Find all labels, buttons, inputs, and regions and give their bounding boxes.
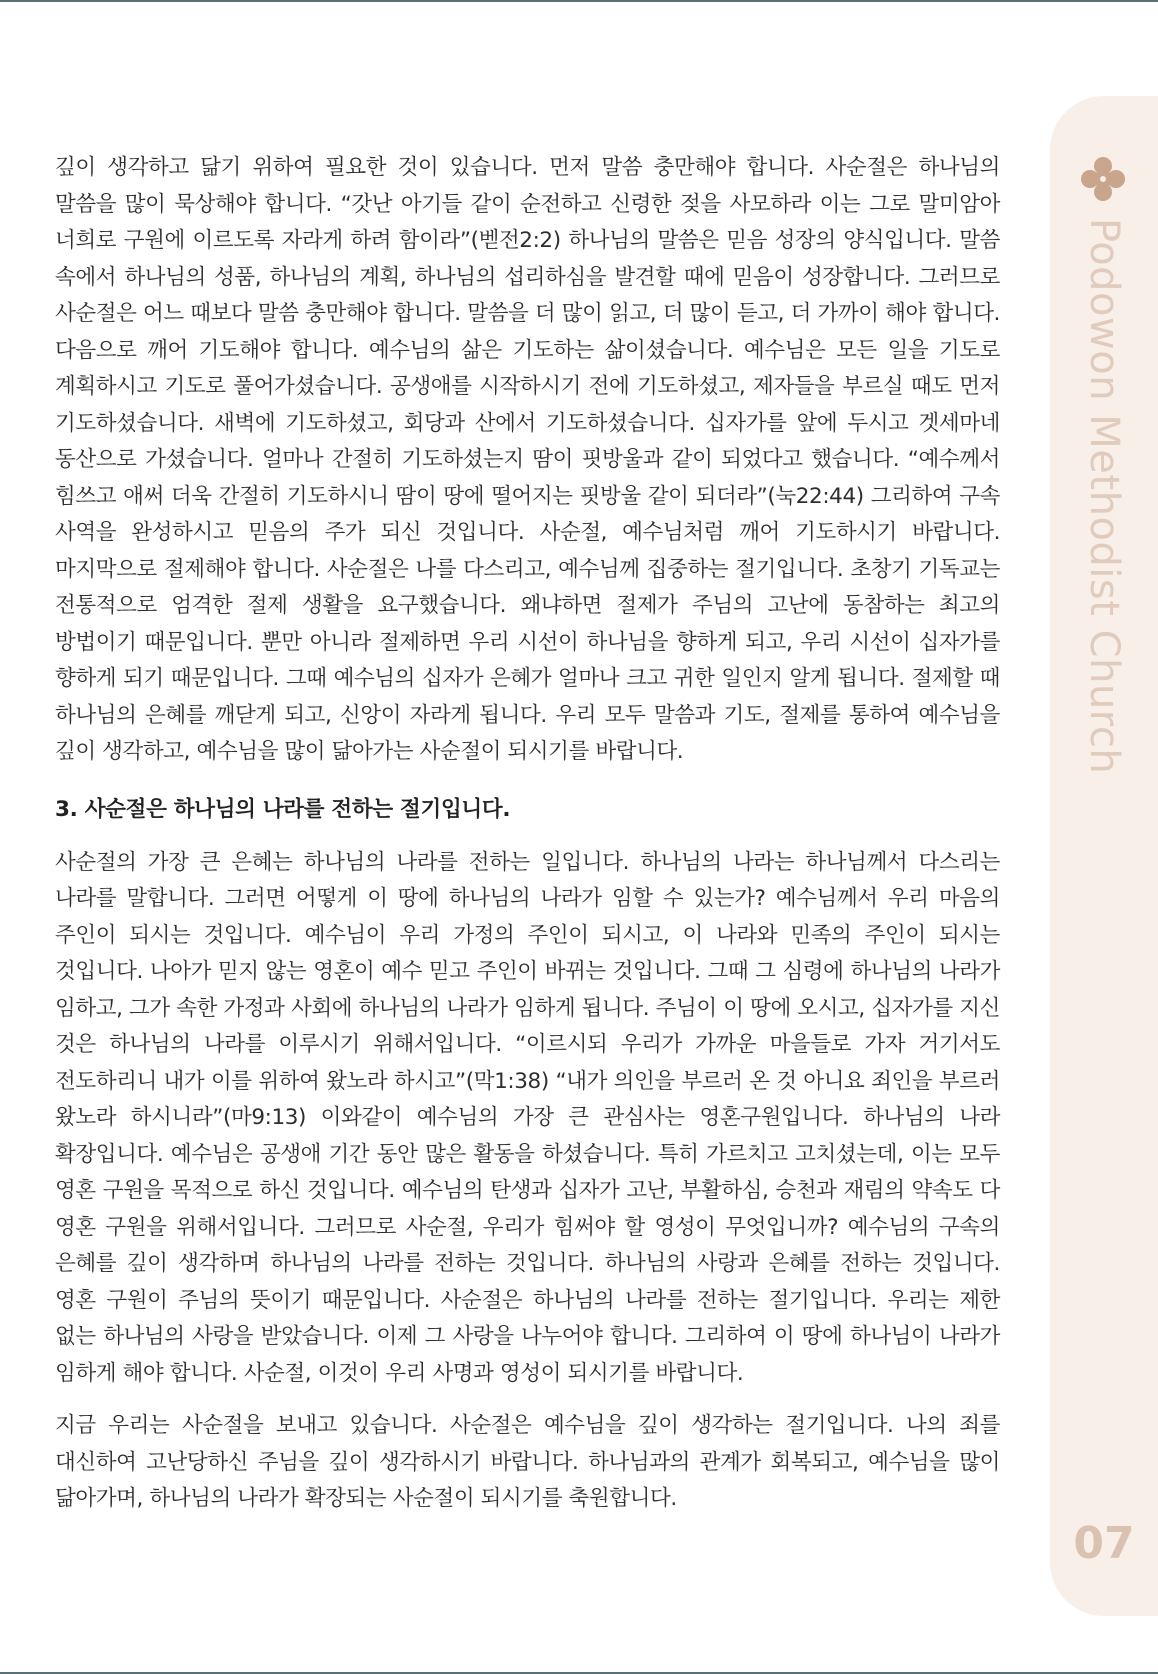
sidebar-tab	[1050, 96, 1158, 1616]
article-paragraph-3: 지금 우리는 사순절을 보내고 있습니다. 사순절은 예수님을 깊이 생각하는 절기입니다. 나의 죄를 대신하여 고난당하신 주님을 깊이 생각하시기 바랍니다. 하나님과의 관계가 회복되고, 예수님을 많이 닮아가며, 하나님의 나라가 확장되는 사순절이 되시기를 축원합니다.	[55, 1413, 1000, 1511]
article-body	[55, 150, 1000, 1518]
section-heading-3: 3. 사순절은 하나님의 나라를 전하는 절기입니다.	[55, 796, 511, 822]
top-border-line	[0, 0, 1158, 2]
cross-icon	[1078, 154, 1128, 204]
article-paragraph-2: 사순절의 가장 큰 은혜는 하나님의 나라를 전하는 일입니다. 하나님의 나라는 하나님께서 다스리는 나라를 말합니다. 그러면 어떻게 이 땅에 하나님의 나라가 임할 수 있는가? 예수님께서 우리 마음의 주인이 되시는 것입니다. 예수님이 우리 가정의 주인이 되시고, 이 나라와 민족의 주인이 되시는 것입니다. 나아가 믿지 않는 영혼이 예수 믿고 주인이 바뀌는 것입니다. 그때 그 심령에 하나님의 나라가 임하고, 그가 속한 가정과 사회에 하나님의 나라가 임하게 됩니다. 주님이 이 땅에 오시고, 십자가를 지신 것은 하나님의 나라를 이루시기 위해서입니다. “이르시되 우리가 가까운 마을들로 가자 거기서도 전도하리니 내가 이를 위하여 왔노라 하시고”(막1:38) “내가 의인을 부르러 온 것 아니요 죄인을 부르러 왔노라 하시니라”(마9:13) 이와같이 예수님의 가장 큰 관심사는 영혼구원입니다. 하나님의 나라 확장입니다. 예수님은 공생애 기간 동안 많은 활동을 하셨습니다. 특히 가르치고 고치셨는데, 이는 모두 영혼 구원을 목적으로 하신 것입니다. 예수님의 탄생과 십자가 고난, 부활하심, 승천과 재림의 약속도 다 영혼 구원을 위해서입니다. 그러므로 사순절, 우리가 힘써야 할 영성이 무엇입니까? 예수님의 구속의 은혜를 깊이 생각하며 하나님의 나라를 전하는 것입니다. 하나님의 사랑과 은혜를 전하는 것입니다. 영혼 구원이 주님의 뜻이기 때문입니다. 사순절은 하나님의 나라를 전하는 절기입니다. 우리는 제한 없는 하나님의 사랑을 받았습니다. 이제 그 사랑을 나누어야 합니다. 그리하여 이 땅에 하나님이 나라가 임하게 해야 합니다. 사순절, 이것이 우리 사명과 영성이 되시기를 바랍니다.	[55, 849, 1000, 1386]
page-number: 07	[1073, 1518, 1135, 1569]
church-name-vertical: Podowon Methodist Church	[1081, 218, 1127, 775]
article-paragraph-1: 깊이 생각하고 닮기 위하여 필요한 것이 있습니다. 먼저 말씀 충만해야 합니다. 사순절은 하나님의 말씀을 많이 묵상해야 합니다. “갓난 아기들 같이 순전하고 신령한 젖을 사모하라 이는 그로 말미암아 너희로 구원에 이르도록 자라게 하려 함이라”(벧전2:2) 하나님의 말씀은 믿음 성장의 양식입니다. 말씀 속에서 하나님의 성품, 하나님의 계획, 하나님의 섭리하심을 발견할 때에 믿음이 성장합니다. 그러므로 사순절은 어느 때보다 말씀 충만해야 합니다. 말씀을 더 많이 읽고, 더 많이 듣고, 더 가까이 해야 합니다. 다음으로 깨어 기도해야 합니다. 예수님의 삶은 기도하는 삶이셨습니다. 예수님은 모든 일을 기도로 계획하시고 기도로 풀어가셨습니다. 공생애를 시작하시기 전에 기도하셨고, 제자들을 부르실 때도 먼저 기도하셨습니다. 새벽에 기도하셨고, 회당과 산에서 기도하셨습니다. 십자가를 앞에 두시고 겟세마네 동산으로 가셨습니다. 얼마나 간절히 기도하셨는지 땀이 핏방울과 같이 되었다고 했습니다. “예수께서 힘쓰고 애써 더욱 간절히 기도하시니 땀이 땅에 떨어지는 핏방울 같이 되더라”(눅22:44) 그리하여 구속 사역을 완성하시고 믿음의 주가 되신 것입니다. 사순절, 예수님처럼 깨어 기도하시기 바랍니다. 마지막으로 절제해야 합니다. 사순절은 나를 다스리고, 예수님께 집중하는 절기입니다. 초창기 기독교는 전통적으로 엄격한 절제 생활을 요구했습니다. 왜냐하면 절제가 주님의 고난에 동참하는 최고의 방법이기 때문입니다. 뿐만 아니라 절제하면 우리 시선이 하나님을 향하게 되고, 우리 시선이 십자가를 향하게 되기 때문입니다. 그때 예수님의 십자가 은혜가 얼마나 크고 귀한 일인지 알게 됩니다. 절제할 때 하나님의 은혜를 깨닫게 되고, 신앙이 자라게 됩니다. 우리 모두 말씀과 기도, 절제를 통하여 예수님을 깊이 생각하고, 예수님을 많이 닮아가는 사순절이 되시기를 바랍니다.	[55, 155, 1001, 764]
